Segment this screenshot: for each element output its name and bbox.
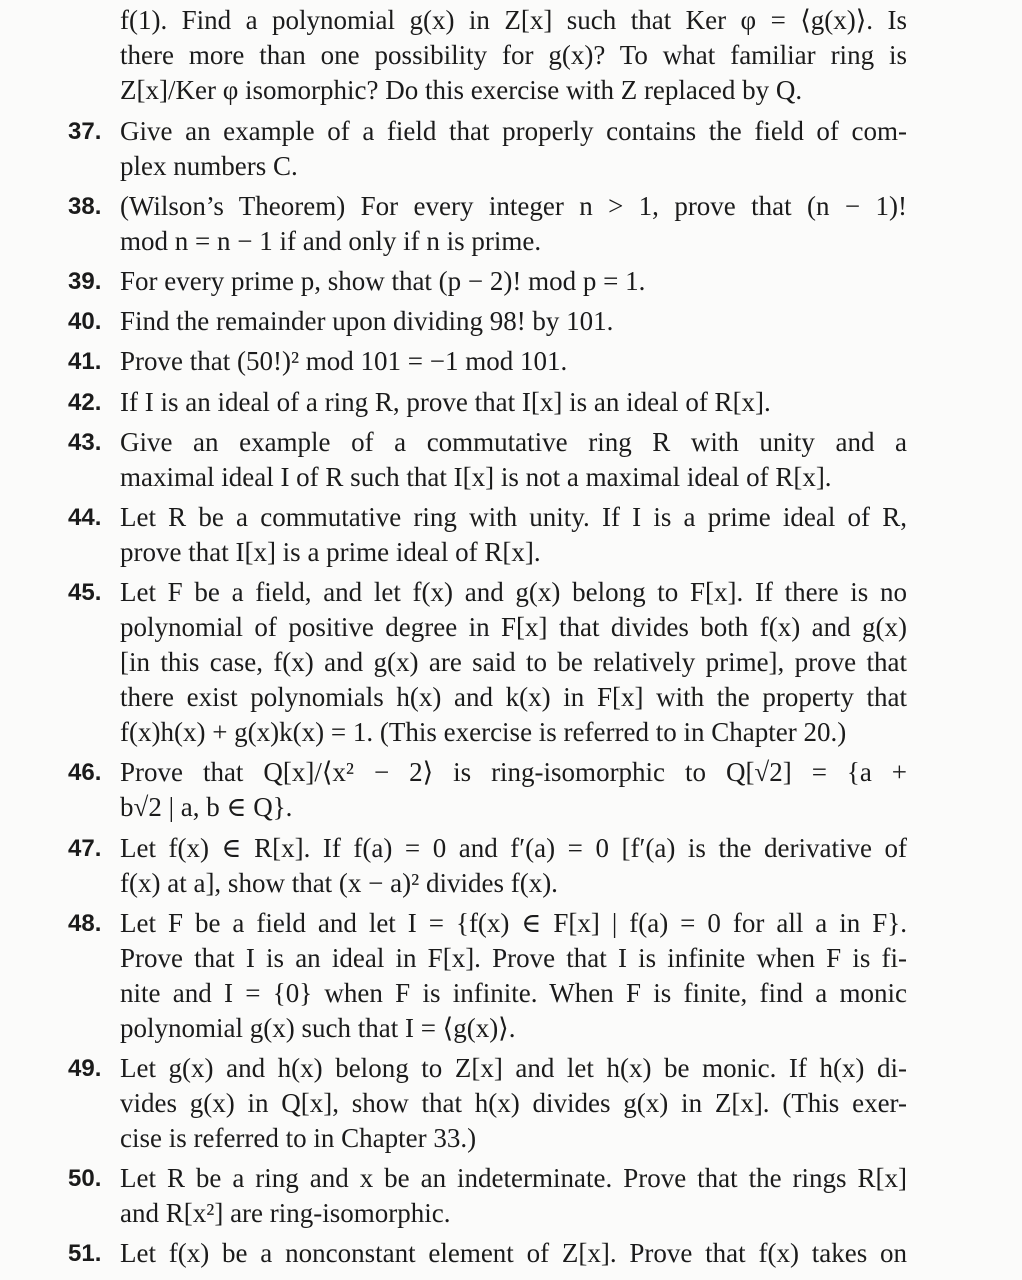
text-line: Let g(x) and h(x) belong to Z[x] and let h(x) be monic. If h(x) di- <box>120 1053 907 1083</box>
text-line: f(x) at a], show that (x − a)² divides f(x). <box>120 868 558 898</box>
text-line: plex numbers C. <box>120 151 298 181</box>
text-line: there exist polynomials h(x) and k(x) in F[x] with the property that <box>120 682 907 712</box>
text-line: For every prime p, show that (p − 2)! mod p = 1. <box>120 266 646 296</box>
exercise-number: 51. <box>68 1240 102 1267</box>
text-line: polynomial of positive degree in F[x] that divides both f(x) and g(x) <box>120 612 907 642</box>
text-line: Let F be a field, and let f(x) and g(x) belong to F[x]. If there is no <box>120 577 907 607</box>
exercise-number: 50. <box>68 1165 102 1192</box>
text-line: Find the remainder upon dividing 98! by 101. <box>120 306 614 336</box>
text-line: Let f(x) be a nonconstant element of Z[x]. Prove that f(x) takes on <box>120 1238 907 1268</box>
text-line: Prove that Q[x]/⟨x² − 2⟩ is ring-isomorphic to Q[√2] = {a + <box>120 757 907 787</box>
text-line: Prove that I is an ideal in F[x]. Prove that I is infinite when F is fi- <box>120 943 907 973</box>
exercise-number: 41. <box>68 348 102 375</box>
text-line: If I is an ideal of a ring R, prove that I[x] is an ideal of R[x]. <box>120 387 771 417</box>
text-line: Let F be a field and let I = {f(x) ∈ F[x] | f(a) = 0 for all a in F}. <box>120 908 907 938</box>
text-line: vides g(x) in Q[x], show that h(x) divides g(x) in Z[x]. (This exer- <box>120 1088 907 1118</box>
exercise-number: 45. <box>68 579 102 606</box>
exercise-number: 42. <box>68 389 102 416</box>
exercise-number: 46. <box>68 759 102 786</box>
exercise-number: 38. <box>68 193 102 220</box>
exercise-number: 44. <box>68 504 102 531</box>
text-line: (Wilson’s Theorem) For every integer n > 1, prove that (n − 1)! <box>120 191 907 221</box>
text-line: nite and I = {0} when F is infinite. When F is finite, find a monic <box>120 978 907 1008</box>
text-line: Let R be a ring and x be an indeterminate. Prove that the rings R[x] <box>120 1163 907 1193</box>
text-line: polynomial g(x) such that I = ⟨g(x)⟩. <box>120 1013 516 1043</box>
text-line: Prove that (50!)² mod 101 = −1 mod 101. <box>120 346 568 376</box>
text-line: cise is referred to in Chapter 33.) <box>120 1123 477 1153</box>
exercise-number: 37. <box>68 118 102 145</box>
text-line: Let R be a commutative ring with unity. If I is a prime ideal of R, <box>120 502 907 532</box>
text-line: Z[x]/Ker φ isomorphic? Do this exercise with Z replaced by Q. <box>120 75 803 105</box>
text-line: prove that I[x] is a prime ideal of R[x]. <box>120 537 541 567</box>
text-line: b√2 | a, b ∈ Q}. <box>120 792 293 822</box>
exercise-number: 48. <box>68 910 102 937</box>
exercise-number: 49. <box>68 1055 102 1082</box>
text-line: Let f(x) ∈ R[x]. If f(a) = 0 and f′(a) = 0 [f′(a) is the derivative of <box>120 833 907 863</box>
text-line: and R[x²] are ring-isomorphic. <box>120 1198 451 1228</box>
text-line: there more than one possibility for g(x)? To what familiar ring is <box>120 40 907 70</box>
exercise-number: 43. <box>68 429 102 456</box>
text-line: [in this case, f(x) and g(x) are said to be relatively prime], prove that <box>120 647 907 677</box>
exercise-number: 47. <box>68 835 102 862</box>
exercise-number: 39. <box>68 268 102 295</box>
text-line: maximal ideal I of R such that I[x] is not a maximal ideal of R[x]. <box>120 462 832 492</box>
text-line: mod n = n − 1 if and only if n is prime. <box>120 226 542 256</box>
text-line: f(1). Find a polynomial g(x) in Z[x] such that Ker φ = ⟨g(x)⟩. Is <box>120 5 907 35</box>
text-line: Give an example of a field that properly contains the field of com- <box>120 116 907 146</box>
text-line: f(x)h(x) + g(x)k(x) = 1. (This exercise is referred to in Chapter 20.) <box>120 717 847 747</box>
exercise-number: 40. <box>68 308 102 335</box>
text-line: Give an example of a commutative ring R with unity and a <box>120 427 907 457</box>
